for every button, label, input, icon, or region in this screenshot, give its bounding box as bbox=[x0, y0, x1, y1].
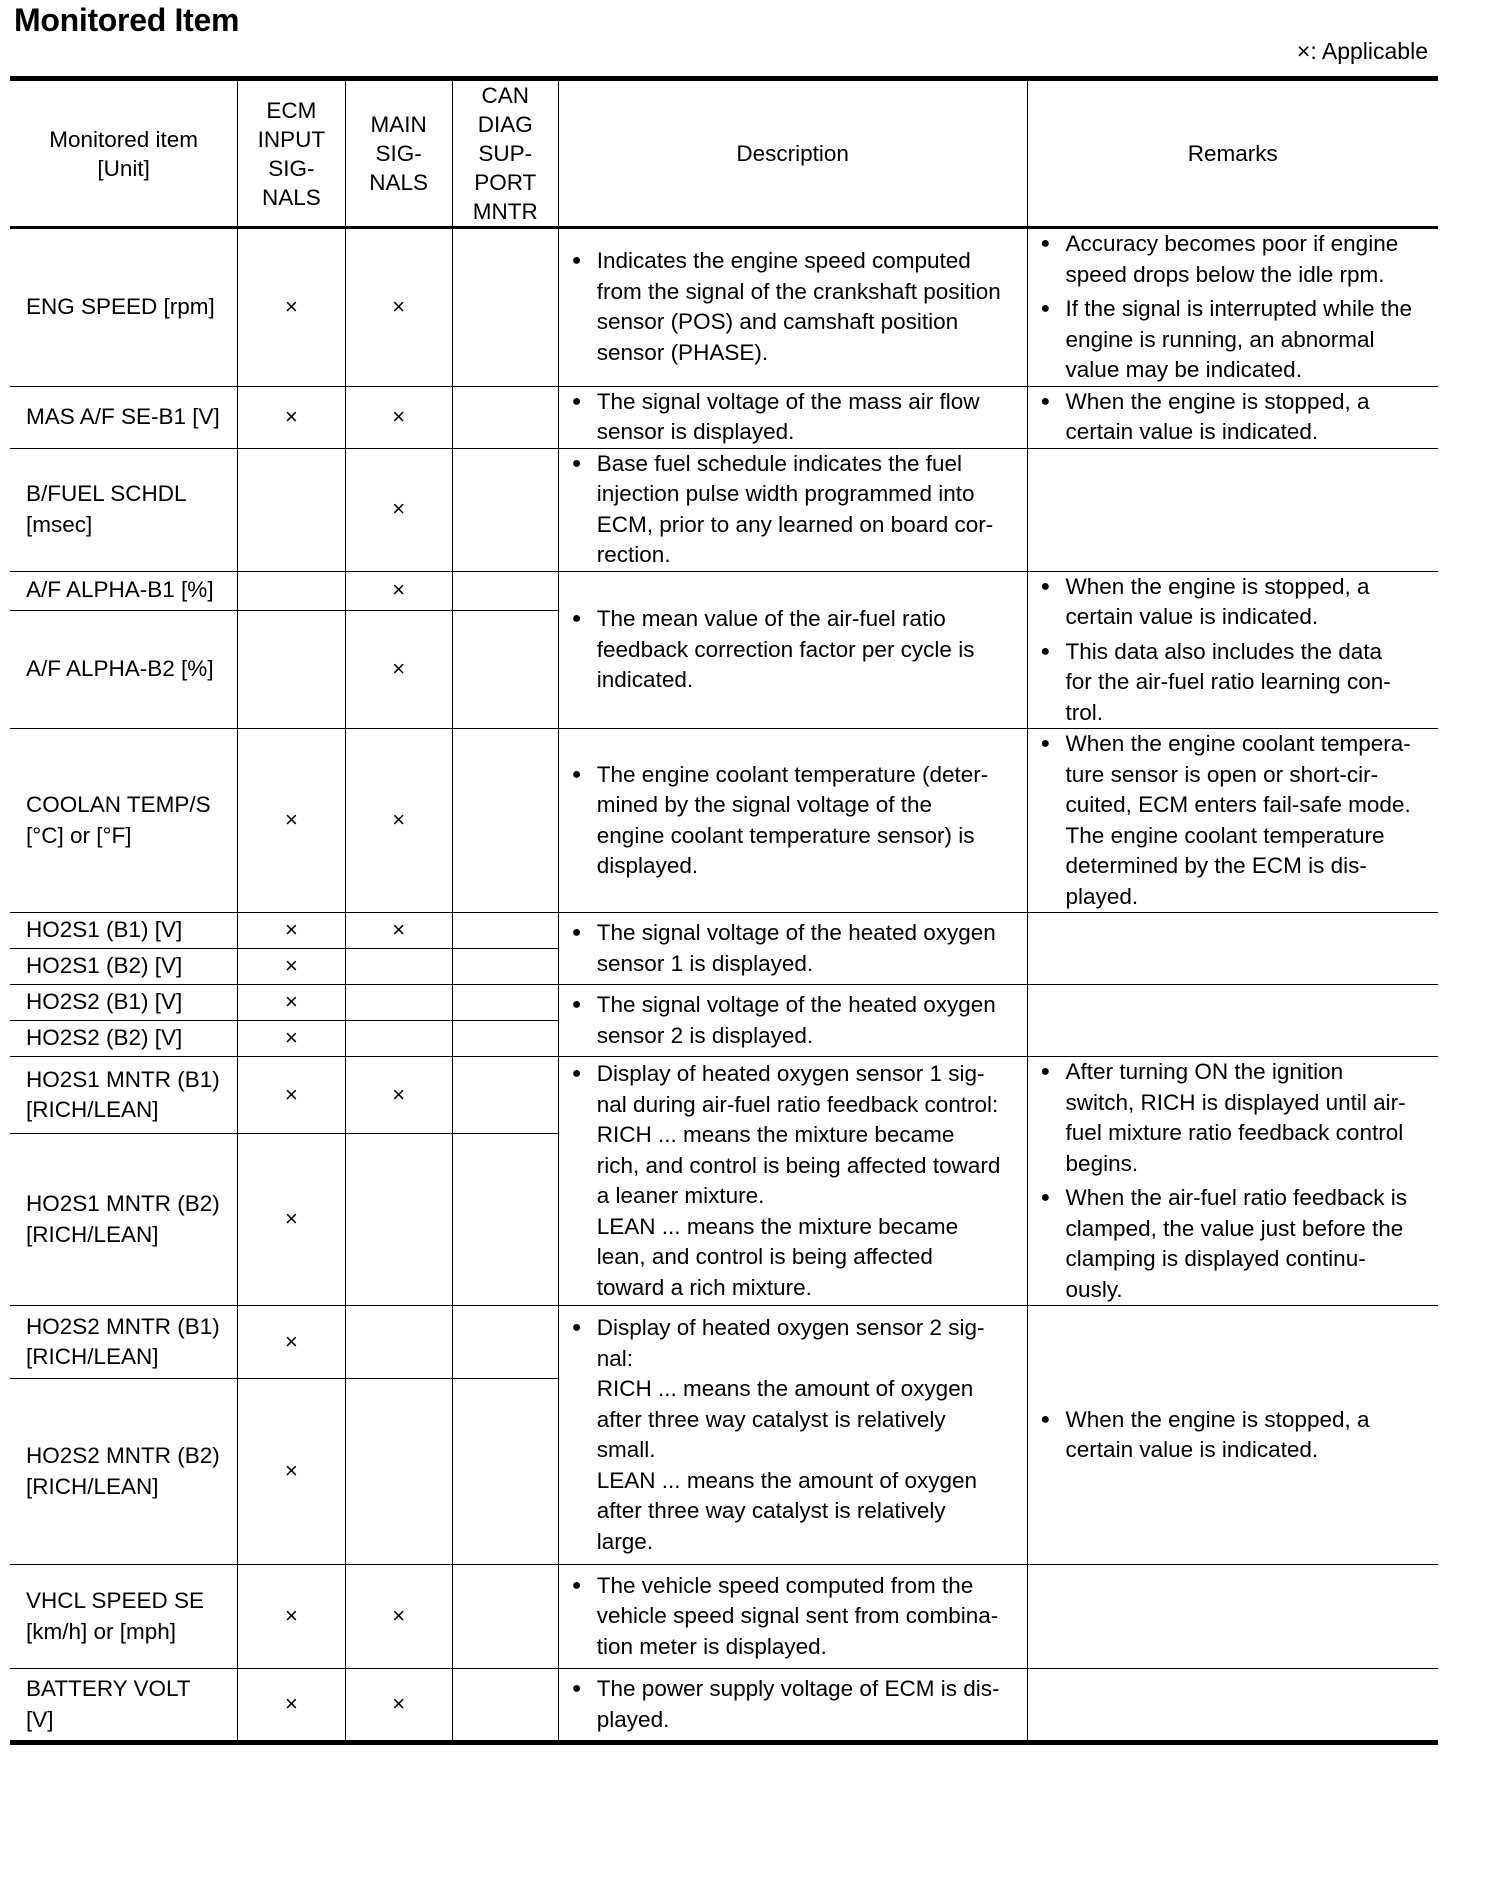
can-diag-mark bbox=[452, 1021, 558, 1057]
bullet-list bbox=[571, 918, 1015, 979]
main-signal-mark: × bbox=[345, 1669, 452, 1743]
bullet-item bbox=[571, 1674, 1015, 1735]
bullet-list bbox=[1040, 572, 1426, 729]
text-line: NALS bbox=[369, 170, 429, 195]
table-row bbox=[10, 228, 1438, 387]
bullet-line: vehicle speed signal sent from combina- bbox=[596, 1603, 999, 1629]
bullet-line: RICH ... means the amount of oxygen bbox=[596, 1376, 974, 1401]
bullet-line: nal: bbox=[596, 1345, 634, 1371]
bullet-line: cuited, ECM enters fail-safe mode. bbox=[1065, 792, 1411, 817]
text-line: PORT bbox=[474, 170, 537, 195]
table-row bbox=[10, 729, 1438, 913]
text-line: HO2S2 (B1) [V] bbox=[26, 989, 183, 1015]
bullet-item bbox=[571, 1571, 1015, 1663]
text-line: SIG- bbox=[268, 155, 315, 181]
bullet-line: after three way catalyst is relatively bbox=[596, 1498, 946, 1523]
monitored-item-cell bbox=[10, 1134, 238, 1306]
can-diag-mark bbox=[452, 386, 558, 448]
main-signal-mark bbox=[345, 1306, 452, 1379]
bullet-line: ● The mean value of the air-fuel ratio bbox=[596, 606, 946, 631]
remarks-cell bbox=[1027, 985, 1438, 1057]
table-row bbox=[10, 913, 1438, 949]
main-signal-mark bbox=[345, 1134, 452, 1306]
bullet-line: engine is running, an abnormal bbox=[1065, 326, 1375, 352]
bullet-list bbox=[571, 387, 1015, 448]
description-cell bbox=[558, 228, 1027, 387]
bullet-line: displayed. bbox=[596, 853, 699, 878]
main-signal-mark bbox=[345, 985, 452, 1021]
bullet-line: clamping is displayed continu- bbox=[1065, 1246, 1366, 1271]
header-can-diag-support-mntr bbox=[452, 79, 558, 228]
text-line: [RICH/LEAN] bbox=[26, 1097, 159, 1122]
bullet-line: sensor (PHASE). bbox=[596, 339, 769, 365]
description-cell bbox=[558, 985, 1027, 1057]
bullet-line: after three way catalyst is relatively bbox=[596, 1406, 946, 1432]
bullet-line: RICH ... means the mixture became bbox=[596, 1122, 955, 1147]
ecm-input-mark: × bbox=[238, 729, 345, 913]
table-row bbox=[10, 571, 1438, 610]
monitored-item-cell bbox=[10, 1669, 238, 1743]
ecm-input-mark: × bbox=[238, 1669, 345, 1743]
text-line: NALS bbox=[261, 184, 321, 210]
can-diag-mark bbox=[452, 1565, 558, 1669]
bullet-line: switch, RICH is displayed until air- bbox=[1065, 1089, 1406, 1115]
bullet-item bbox=[1040, 387, 1426, 448]
bullet-list bbox=[571, 1313, 1015, 1557]
bullet-line: ● The signal voltage of the heated oxygen bbox=[596, 920, 996, 945]
remarks-cell bbox=[1027, 386, 1438, 448]
text-line: [RICH/LEAN] bbox=[26, 1221, 159, 1247]
bullet-item bbox=[1040, 1057, 1426, 1179]
bullet-line: ● When the air-fuel ratio feedback is bbox=[1065, 1185, 1407, 1210]
bullet-line: speed drops below the idle rpm. bbox=[1065, 261, 1385, 287]
bullet-line: ● When the engine is stopped, a bbox=[1065, 388, 1370, 414]
table-row bbox=[10, 448, 1438, 571]
bullet-list bbox=[571, 449, 1015, 571]
can-diag-mark bbox=[452, 1057, 558, 1134]
can-diag-mark bbox=[452, 985, 558, 1021]
bullet-line: ECM, prior to any learned on board cor- bbox=[596, 511, 994, 537]
bullet-line: lean, and control is being affected bbox=[596, 1244, 933, 1269]
bullet-list bbox=[571, 760, 1015, 882]
text-line: INPUT bbox=[257, 126, 326, 152]
can-diag-mark bbox=[452, 228, 558, 387]
main-signal-mark: × bbox=[345, 729, 452, 913]
header-row bbox=[10, 79, 1438, 228]
main-signal-mark: × bbox=[345, 571, 452, 610]
text-line: MNTR bbox=[472, 199, 538, 224]
bullet-line: ● This data also includes the data bbox=[1065, 638, 1382, 664]
ecm-input-mark bbox=[238, 610, 345, 728]
bullet-item bbox=[571, 387, 1015, 448]
text-line: VHCL SPEED SE bbox=[26, 1588, 204, 1613]
main-signal-mark bbox=[345, 1379, 452, 1565]
bullet-line: indicated. bbox=[596, 667, 694, 692]
bullet-item bbox=[571, 1313, 1015, 1557]
main-signal-mark bbox=[345, 1021, 452, 1057]
bullet-line: rich, and control is being affected toward bbox=[596, 1152, 1001, 1178]
bullet-line: ● If the signal is interrupted while the bbox=[1065, 296, 1412, 321]
bullet-line: value may be indicated. bbox=[1065, 357, 1302, 382]
bullet-line: fuel mixture ratio feedback control bbox=[1065, 1120, 1404, 1145]
bullet-line: ● Base fuel schedule indicates the fuel bbox=[596, 450, 963, 476]
bullet-line: The engine coolant temperature bbox=[1065, 822, 1385, 848]
bullet-list bbox=[571, 1674, 1015, 1735]
text-line: HO2S1 MNTR (B1) bbox=[26, 1066, 220, 1092]
description-cell bbox=[558, 1306, 1027, 1565]
text-line: HO2S1 (B1) [V] bbox=[26, 917, 183, 943]
remarks-cell bbox=[1027, 571, 1438, 729]
bullet-line: ● The signal voltage of the mass air flow bbox=[596, 388, 980, 414]
description-cell bbox=[558, 571, 1027, 729]
table-row bbox=[10, 1669, 1438, 1743]
bullet-item bbox=[571, 246, 1015, 368]
bullet-line: LEAN ... means the amount of oxygen bbox=[596, 1467, 977, 1493]
bullet-line: mined by the signal voltage of the bbox=[596, 792, 932, 817]
monitored-item-cell bbox=[10, 610, 238, 728]
text-line: [°C] or [°F] bbox=[26, 822, 132, 848]
bullet-item bbox=[571, 604, 1015, 696]
can-diag-mark bbox=[452, 1669, 558, 1743]
bullet-line: LEAN ... means the mixture became bbox=[596, 1213, 959, 1239]
bullet-line: certain value is indicated. bbox=[1065, 604, 1319, 629]
monitored-item-cell bbox=[10, 1306, 238, 1379]
text-line: BATTERY VOLT bbox=[26, 1676, 191, 1701]
text-line: A/F ALPHA-B1 [%] bbox=[26, 577, 214, 603]
header-ecm-input-signals bbox=[238, 79, 345, 228]
ecm-input-mark: × bbox=[238, 913, 345, 949]
monitored-item-cell bbox=[10, 386, 238, 448]
monitored-item-cell bbox=[10, 1021, 238, 1057]
remarks-cell bbox=[1027, 228, 1438, 387]
can-diag-mark bbox=[452, 610, 558, 728]
main-signal-mark: × bbox=[345, 1057, 452, 1134]
monitored-item-cell bbox=[10, 1057, 238, 1134]
bullet-list bbox=[1040, 387, 1426, 448]
text-line: SUP- bbox=[478, 141, 533, 166]
text-line: HO2S2 (B2) [V] bbox=[26, 1025, 183, 1051]
bullet-line: feedback correction factor per cycle is bbox=[596, 636, 975, 662]
remarks-cell bbox=[1027, 729, 1438, 913]
can-diag-mark bbox=[452, 1306, 558, 1379]
main-signal-mark: × bbox=[345, 228, 452, 387]
bullet-line: tion meter is displayed. bbox=[596, 1633, 827, 1659]
main-signal-mark: × bbox=[345, 913, 452, 949]
text-line: [RICH/LEAN] bbox=[26, 1473, 159, 1499]
text-line: B/FUEL SCHDL bbox=[26, 481, 187, 506]
bullet-line: nal during air-fuel ratio feedback control: bbox=[596, 1091, 999, 1117]
description-cell bbox=[558, 913, 1027, 985]
bullet-item bbox=[1040, 229, 1426, 290]
bullet-line: ● Indicates the engine speed computed bbox=[596, 248, 971, 274]
text-line: HO2S2 MNTR (B1) bbox=[26, 1313, 220, 1339]
bullet-line: ● Display of heated oxygen sensor 1 sig- bbox=[596, 1061, 985, 1086]
remarks-cell bbox=[1027, 1306, 1438, 1565]
bullet-line: ● After turning ON the ignition bbox=[1065, 1059, 1344, 1084]
bullet-line: sensor is displayed. bbox=[596, 419, 795, 444]
bullet-line: for the air-fuel ratio learning con- bbox=[1065, 669, 1391, 694]
text-line: HO2S1 MNTR (B2) bbox=[26, 1191, 220, 1216]
ecm-input-mark: × bbox=[238, 386, 345, 448]
applicable-legend: ×: Applicable bbox=[1296, 38, 1428, 64]
can-diag-mark bbox=[452, 913, 558, 949]
bullet-list bbox=[571, 604, 1015, 696]
remarks-cell bbox=[1027, 1057, 1438, 1306]
bullet-line: ● When the engine coolant tempera- bbox=[1065, 731, 1411, 756]
text-line: SIG- bbox=[375, 141, 422, 166]
header-remarks: Remarks bbox=[1027, 79, 1438, 228]
bullet-item bbox=[1040, 637, 1426, 729]
bullet-line: ● The signal voltage of the heated oxygen bbox=[596, 992, 996, 1017]
description-cell bbox=[558, 729, 1027, 913]
text-line: [V] bbox=[26, 1706, 54, 1732]
bullet-item bbox=[1040, 572, 1426, 633]
bullet-line: certain value is indicated. bbox=[1065, 1437, 1319, 1462]
bullet-line: injection pulse width programmed into bbox=[596, 481, 975, 506]
main-signal-mark bbox=[345, 949, 452, 985]
bullet-line: ● The vehicle speed computed from the bbox=[596, 1572, 974, 1598]
bullet-item bbox=[1040, 729, 1426, 912]
bullet-list bbox=[571, 1059, 1015, 1303]
bullet-line: played. bbox=[596, 1706, 670, 1732]
ecm-input-mark: × bbox=[238, 1379, 345, 1565]
monitored-item-cell bbox=[10, 729, 238, 913]
monitored-item-cell bbox=[10, 228, 238, 387]
bullet-list bbox=[571, 990, 1015, 1051]
ecm-input-mark: × bbox=[238, 1565, 345, 1669]
bullet-line: certain value is indicated. bbox=[1065, 419, 1319, 444]
description-cell bbox=[558, 448, 1027, 571]
table-row bbox=[10, 386, 1438, 448]
bullet-line: rection. bbox=[596, 542, 671, 567]
text-line: CAN bbox=[481, 83, 530, 108]
bullet-line: a leaner mixture. bbox=[596, 1183, 765, 1208]
can-diag-mark bbox=[452, 448, 558, 571]
ecm-input-mark bbox=[238, 571, 345, 610]
bullet-line: clamped, the value just before the bbox=[1065, 1215, 1404, 1241]
description-cell bbox=[558, 1669, 1027, 1743]
bullet-item bbox=[571, 760, 1015, 882]
ecm-input-mark: × bbox=[238, 949, 345, 985]
page-title: Monitored Item bbox=[14, 2, 240, 38]
bullet-line: ● When the engine is stopped, a bbox=[1065, 1406, 1370, 1432]
bullet-line: trol. bbox=[1065, 699, 1104, 725]
ecm-input-mark: × bbox=[238, 1134, 345, 1306]
bullet-line: ● Display of heated oxygen sensor 2 sig- bbox=[596, 1315, 985, 1340]
monitored-item-cell bbox=[10, 949, 238, 985]
bullet-list bbox=[1040, 1057, 1426, 1305]
monitored-item-table bbox=[10, 76, 1438, 1745]
bullet-list bbox=[1040, 229, 1426, 386]
text-line: [msec] bbox=[26, 511, 93, 537]
bullet-item bbox=[1040, 1183, 1426, 1305]
main-signal-mark: × bbox=[345, 1565, 452, 1669]
table-row bbox=[10, 1057, 1438, 1134]
remarks-cell bbox=[1027, 1565, 1438, 1669]
monitored-item-cell bbox=[10, 985, 238, 1021]
table-row bbox=[10, 1565, 1438, 1669]
ecm-input-mark: × bbox=[238, 985, 345, 1021]
text-line: [Unit] bbox=[97, 155, 150, 181]
bullet-line: ● When the engine is stopped, a bbox=[1065, 573, 1370, 599]
bullet-item bbox=[1040, 294, 1426, 386]
header-monitored-item bbox=[10, 79, 238, 228]
main-signal-mark: × bbox=[345, 610, 452, 728]
bullet-list bbox=[571, 1571, 1015, 1663]
bullet-item bbox=[571, 918, 1015, 979]
bullet-line: sensor (POS) and camshaft position bbox=[596, 309, 959, 335]
can-diag-mark bbox=[452, 571, 558, 610]
bullet-line: sensor 2 is displayed. bbox=[596, 1022, 814, 1048]
text-line: Monitored item bbox=[49, 126, 199, 152]
ecm-input-mark: × bbox=[238, 1021, 345, 1057]
bullet-line: ously. bbox=[1065, 1276, 1123, 1302]
can-diag-mark bbox=[452, 1379, 558, 1565]
can-diag-mark bbox=[452, 729, 558, 913]
description-cell bbox=[558, 1565, 1027, 1669]
text-line: ECM bbox=[266, 97, 317, 123]
bullet-line: ● The engine coolant temperature (deter- bbox=[596, 761, 989, 787]
ecm-input-mark: × bbox=[238, 1057, 345, 1134]
bullet-line: ture sensor is open or short-cir- bbox=[1065, 761, 1379, 787]
bullet-line: large. bbox=[596, 1528, 654, 1554]
main-signal-mark: × bbox=[345, 448, 452, 571]
header-main-signals bbox=[345, 79, 452, 228]
text-line: MAIN bbox=[370, 112, 427, 137]
description-cell bbox=[558, 1057, 1027, 1306]
bullet-line: small. bbox=[596, 1437, 656, 1462]
bullet-line: begins. bbox=[1065, 1150, 1139, 1176]
can-diag-mark bbox=[452, 949, 558, 985]
table-row bbox=[10, 985, 1438, 1021]
text-line: HO2S2 MNTR (B2) bbox=[26, 1443, 220, 1468]
ecm-input-mark: × bbox=[238, 228, 345, 387]
text-line: [km/h] or [mph] bbox=[26, 1618, 177, 1644]
bullet-item bbox=[571, 449, 1015, 571]
bullet-list bbox=[1040, 729, 1426, 912]
header-description: Description bbox=[558, 79, 1027, 228]
remarks-cell bbox=[1027, 913, 1438, 985]
bullet-line: ● Accuracy becomes poor if engine bbox=[1065, 231, 1399, 256]
bullet-item bbox=[571, 1059, 1015, 1303]
ecm-input-mark: × bbox=[238, 1306, 345, 1379]
bullet-line: toward a rich mixture. bbox=[596, 1274, 812, 1300]
bullet-item bbox=[571, 990, 1015, 1051]
text-line: HO2S1 (B2) [V] bbox=[26, 953, 183, 979]
monitored-item-cell bbox=[10, 571, 238, 610]
bullet-line: determined by the ECM is dis- bbox=[1065, 853, 1367, 878]
text-line: ENG SPEED [rpm] bbox=[26, 294, 215, 319]
can-diag-mark bbox=[452, 1134, 558, 1306]
remarks-cell bbox=[1027, 1669, 1438, 1743]
monitored-item-cell bbox=[10, 913, 238, 949]
main-signal-mark: × bbox=[345, 386, 452, 448]
bullet-line: played. bbox=[1065, 883, 1139, 909]
bullet-list bbox=[571, 246, 1015, 368]
monitored-item-cell bbox=[10, 1565, 238, 1669]
description-cell bbox=[558, 386, 1027, 448]
bullet-list bbox=[1040, 1405, 1426, 1466]
text-line: DIAG bbox=[477, 112, 533, 137]
ecm-input-mark bbox=[238, 448, 345, 571]
text-line: [RICH/LEAN] bbox=[26, 1344, 159, 1369]
text-line: A/F ALPHA-B2 [%] bbox=[26, 656, 214, 682]
text-line: MAS A/F SE-B1 [V] bbox=[26, 403, 220, 429]
bullet-line: engine coolant temperature sensor) is bbox=[596, 822, 975, 848]
table-row bbox=[10, 1306, 1438, 1379]
bullet-line: sensor 1 is displayed. bbox=[596, 950, 814, 976]
remarks-cell bbox=[1027, 448, 1438, 571]
monitored-item-cell bbox=[10, 1379, 238, 1565]
monitored-item-cell bbox=[10, 448, 238, 571]
text-line: COOLAN TEMP/S bbox=[26, 792, 211, 817]
bullet-item bbox=[1040, 1405, 1426, 1466]
bullet-line: ● The power supply voltage of ECM is dis- bbox=[596, 1676, 1000, 1701]
bullet-line: from the signal of the crankshaft position bbox=[596, 278, 1001, 304]
